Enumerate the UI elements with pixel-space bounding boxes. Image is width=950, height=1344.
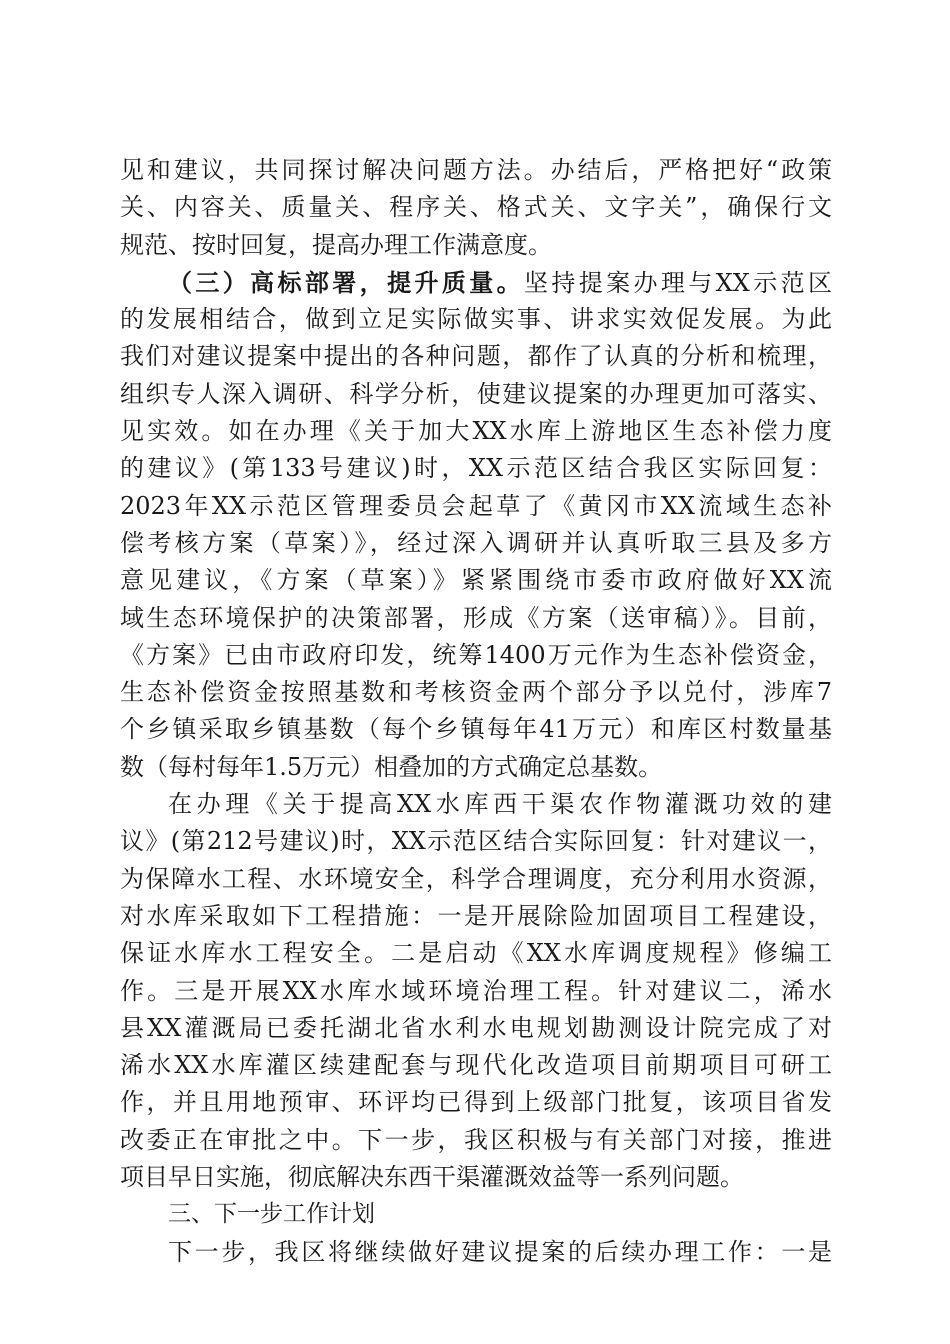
text-line	[120, 1084, 832, 1121]
text-line	[120, 637, 832, 674]
text-line	[120, 861, 832, 898]
text-line	[120, 749, 832, 786]
subsection-lead: （三）高标部署，提升质量。	[168, 267, 524, 297]
line-text: 项目早日实施，彻底解决东西干渠灌溉效益等一系列问题。	[120, 1163, 744, 1192]
line-text: 作。三是开展XX水库水域环境治理工程。针对建议二，浠水	[120, 976, 832, 1005]
text-line	[120, 450, 832, 487]
line-text: 坚持提案办理与XX示范区	[524, 268, 833, 297]
text-line	[120, 786, 832, 823]
text-line	[120, 376, 832, 413]
line-text: 为保障水工程、水环境安全，科学合理调度，充分利用水资源，	[120, 864, 832, 893]
text-line	[120, 488, 832, 525]
line-text: 关、内容关、质量关、程序关、格式关、文字关”，确保行文	[120, 193, 832, 222]
text-line	[120, 898, 832, 935]
text-line	[120, 674, 832, 711]
text-line	[120, 1010, 832, 1047]
text-line	[120, 1122, 832, 1159]
line-text: 的发展相结合，做到立足实际做实事、讲求实效促发展。为此	[120, 305, 832, 334]
text-line	[120, 227, 832, 264]
text-line	[120, 189, 832, 226]
line-text: 组织专人深入调研、科学分析，使建议提案的办理更加可落实、	[120, 379, 832, 408]
line-text: 作，并且用地预审、环评均已得到上级部门批复，该项目省发	[120, 1088, 832, 1117]
line-text: 浠水XX水库灌区续建配套与现代化改造项目前期项目可研工	[120, 1051, 832, 1080]
line-text: 见实效。如在办理《关于加大XX水库上游地区生态补偿力度	[120, 417, 832, 446]
line-text: 改委正在审批之中。下一步，我区积极与有关部门对接，推进	[120, 1125, 832, 1154]
text-line	[120, 935, 832, 972]
text-line	[120, 711, 832, 748]
line-text: 2023年XX示范区管理委员会起草了《黄冈市XX流域生态补	[120, 491, 832, 520]
line-text: 县XX灌溉局已委托湖北省水利水电规划勘测设计院完成了对	[120, 1013, 832, 1042]
line-text: 三、下一步工作计划	[168, 1201, 375, 1228]
line-text: 在办理《关于提高XX水库西干渠农作物灌溉功效的建	[168, 790, 832, 819]
line-text: 个乡镇采取乡镇基数（每个乡镇每年41万元）和库区村数量基	[120, 715, 832, 744]
text-line	[120, 562, 832, 599]
text-line	[120, 301, 832, 338]
line-text: 意见建议，《方案（草案）》紧紧围绕市委市政府做好XX流	[120, 566, 832, 595]
text-line	[120, 1047, 832, 1084]
text-line	[120, 600, 832, 637]
line-text: 保证水库水工程安全。二是启动《XX水库调度规程》修编工	[120, 939, 832, 968]
text-line	[120, 823, 832, 860]
line-text: 议》(第212号建议)时，XX示范区结合实际回复：针对建议一，	[120, 827, 832, 856]
line-text: 《方案》已由市政府印发，统筹1400万元作为生态补偿资金，	[120, 640, 832, 669]
text-line	[120, 413, 832, 450]
line-text: 偿考核方案（草案）》，经过深入调研并认真听取三县及多方	[120, 528, 832, 557]
text-line	[120, 973, 832, 1010]
text-line	[120, 338, 832, 375]
text-line	[120, 525, 832, 562]
line-text: 生态补偿资金按照基数和考核资金两个部分予以兑付，涉库7	[120, 678, 832, 707]
line-text: 下一步，我区将继续做好建议提案的后续办理工作：一是	[168, 1237, 832, 1266]
line-text: 数（每村每年1.5万元）相叠加的方式确定总基数。	[120, 752, 663, 781]
line-text: 对水库采取如下工程措施：一是开展除险加固项目工程建设，	[120, 901, 832, 930]
text-line	[120, 264, 832, 301]
line-text: 规范、按时回复，提高办理工作满意度。	[120, 230, 552, 259]
section-heading	[120, 1196, 832, 1233]
line-text: 的建议》(第133号建议)时，XX示范区结合我区实际回复：	[120, 454, 832, 483]
line-text: 域生态环境保护的决策部署，形成《方案（送审稿）》。目前，	[120, 603, 832, 632]
line-text: 见和建议，共同探讨解决问题方法。办结后，严格把好“政策	[120, 156, 832, 184]
document-body	[120, 152, 832, 1271]
line-text: 我们对建议提案中提出的各种问题，都作了认真的分析和梳理，	[120, 342, 832, 371]
text-line	[120, 1234, 832, 1271]
text-line	[120, 1159, 832, 1196]
text-line	[120, 152, 832, 189]
